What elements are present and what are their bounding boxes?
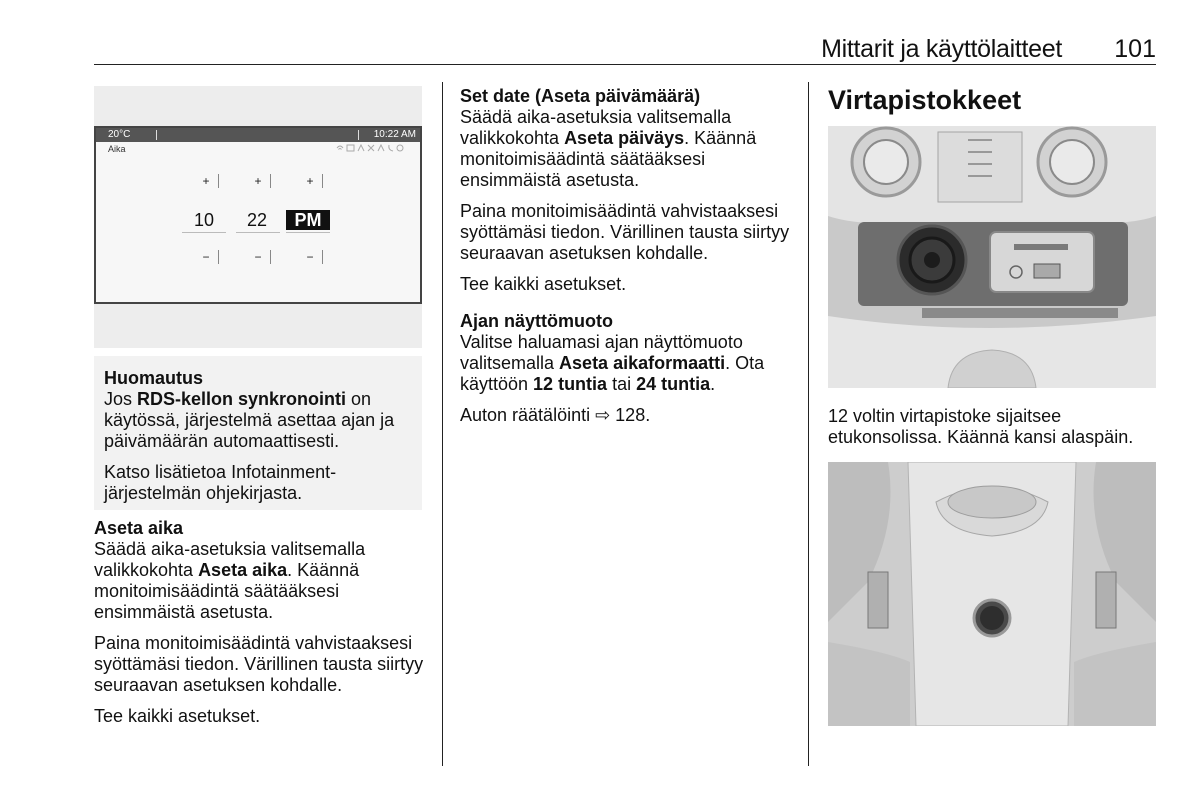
note-text: Jos RDS-kellon synkronointi on käytössä, järjestelmä asettaa ajan ja päivämäärän automaattisesti. bbox=[104, 389, 395, 451]
connectivity-icons bbox=[336, 144, 406, 153]
section-title: Virtapistokkeet bbox=[828, 85, 1022, 115]
header-rule bbox=[94, 64, 1156, 65]
console-socket-drawing bbox=[828, 126, 1156, 388]
status-icons bbox=[336, 144, 406, 155]
lower-console-drawing bbox=[828, 462, 1156, 726]
infotainment-display bbox=[94, 126, 422, 304]
set-time-text: Säädä aika-asetuksia valitsemalla valikkokohta Aseta aika. Käännä monitoimisäädintä säätääksesi ensimmäistä asetusta. bbox=[94, 539, 366, 622]
confirm-text: Paina monitoimisäädintä vahvistaaksesi syöttämäsi tiedon. Värillinen tausta siirtyy seuraavan asetuksen kohdalle. bbox=[94, 633, 424, 695]
set-date-section bbox=[460, 86, 790, 426]
page-number: 101 bbox=[1114, 35, 1156, 63]
status-bar-separator bbox=[156, 130, 157, 140]
minute-underline bbox=[236, 232, 280, 233]
set-time-heading: Aseta aika bbox=[94, 518, 184, 538]
clock-readout: 10:22 AM bbox=[373, 129, 416, 140]
column-divider-right bbox=[808, 82, 809, 766]
period-increase-button[interactable]: + bbox=[298, 174, 323, 188]
period-value: PM bbox=[286, 210, 330, 230]
display-format-heading: Ajan näyttömuoto bbox=[460, 311, 613, 331]
hour-decrease-button[interactable]: − bbox=[194, 250, 219, 264]
confirm-text: Paina monitoimisäädintä vahvistaaksesi syöttämäsi tiedon. Värillinen tausta siirtyy seuraavan asetuksen kohdalle. bbox=[460, 201, 790, 263]
chapter-title: Mittarit ja käyttölaitteet bbox=[821, 35, 1062, 63]
finish-text: Tee kaikki asetukset. bbox=[94, 706, 261, 726]
column-divider-left bbox=[442, 82, 443, 766]
display-status-bar bbox=[96, 128, 420, 142]
console-socket-photo bbox=[828, 126, 1156, 388]
note-more: Katso lisätietoa Infotainment-järjestelmän ohjekirjasta. bbox=[104, 462, 337, 503]
infotainment-screen-illustration bbox=[94, 86, 422, 348]
period-underline bbox=[286, 232, 330, 233]
minute-increase-button[interactable]: + bbox=[246, 174, 271, 188]
socket-caption: 12 voltin virtapistoke sijaitsee etukonsolissa. Käännä kansi alaspäin. bbox=[828, 406, 1134, 447]
display-format-text: Valitse haluamasi ajan näyttömuoto valitsemalla Aseta aikaformaatti. Ota käyttöön 12 tuntia tai 24 tuntia. bbox=[460, 332, 765, 394]
note bbox=[104, 368, 424, 504]
set-time-section bbox=[94, 518, 424, 727]
note-heading: Huomautus bbox=[104, 368, 203, 388]
set-date-heading: Set date (Aseta päivämäärä) bbox=[460, 86, 701, 106]
cross-reference-link[interactable]: Auton räätälöinti ⇨ 128. bbox=[460, 405, 651, 425]
hour-underline bbox=[182, 232, 226, 233]
period-decrease-button[interactable]: − bbox=[298, 250, 323, 264]
temperature-readout: 20°C bbox=[108, 129, 131, 140]
minute-value: 22 bbox=[246, 210, 268, 230]
lower-console-photo bbox=[828, 462, 1156, 726]
menu-label: Aika bbox=[108, 144, 126, 154]
finish-text: Tee kaikki asetukset. bbox=[460, 274, 627, 294]
set-date-text: Säädä aika-asetuksia valitsemalla valikkokohta Aseta päiväys. Käännä monitoimisäädintä säätääksesi ensimmäistä asetusta. bbox=[460, 107, 757, 190]
status-bar-separator bbox=[358, 130, 359, 140]
hour-value: 10 bbox=[193, 210, 215, 230]
hour-increase-button[interactable]: + bbox=[194, 174, 219, 188]
minute-decrease-button[interactable]: − bbox=[246, 250, 271, 264]
